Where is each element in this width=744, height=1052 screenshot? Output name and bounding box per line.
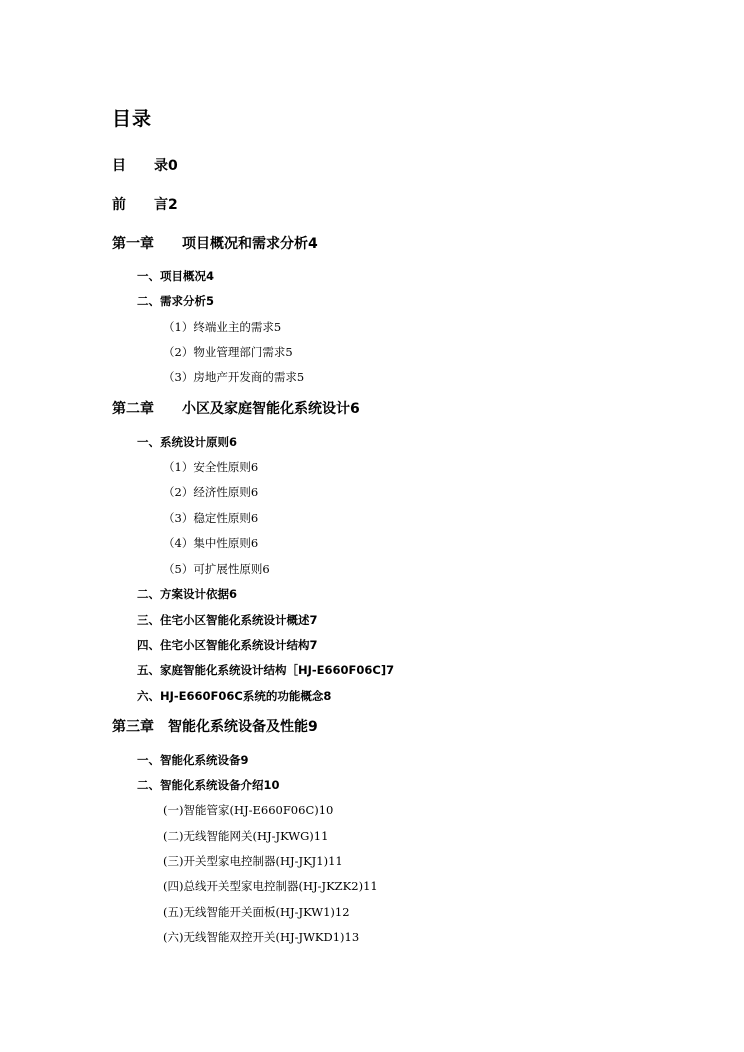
toc-entry-item[interactable]: (五)无线智能开关面板(HJ-JKW1)12: [163, 905, 350, 919]
toc-entry-item[interactable]: (三)开关型家电控制器(HJ-JKJ1)11: [163, 854, 343, 868]
toc-entry-section[interactable]: 六、HJ-E660F06C系统的功能概念8: [137, 689, 332, 703]
toc-entry-item[interactable]: (六)无线智能双控开关(HJ-JWKD1)13: [163, 930, 360, 944]
toc-entry-section[interactable]: 二、智能化系统设备介绍10: [137, 778, 280, 792]
toc-entry-item[interactable]: （2）物业管理部门需求5: [163, 345, 293, 359]
toc-title: 目录: [112, 108, 153, 130]
toc-entry-chapter-3[interactable]: 第三章 智能化系统设备及性能9: [112, 719, 318, 735]
toc-entry-item[interactable]: （1）终端业主的需求5: [163, 320, 282, 334]
toc-entry-item[interactable]: （3）稳定性原则6: [163, 511, 259, 525]
toc-entry-preface[interactable]: 前 言2: [112, 197, 178, 213]
toc-entry-item[interactable]: （3）房地产开发商的需求5: [163, 370, 305, 384]
toc-entry-section[interactable]: 四、住宅小区智能化系统设计结构7: [137, 638, 318, 652]
toc-entry-chapter-1[interactable]: 第一章 项目概况和需求分析4: [112, 236, 318, 252]
toc-entry-contents[interactable]: 目 录0: [112, 158, 178, 174]
toc-entry-section[interactable]: 一、系统设计原则6: [137, 435, 238, 449]
toc-entry-item[interactable]: (二)无线智能网关(HJ-JKWG)11: [163, 829, 329, 843]
toc-entry-section[interactable]: 一、项目概况4: [137, 269, 215, 283]
toc-entry-chapter-2[interactable]: 第二章 小区及家庭智能化系统设计6: [112, 401, 360, 417]
toc-entry-section[interactable]: 二、方案设计依据6: [137, 587, 238, 601]
toc-entry-section[interactable]: 二、需求分析5: [137, 294, 215, 308]
toc-entry-item[interactable]: （1）安全性原则6: [163, 460, 259, 474]
toc-entry-item[interactable]: (一)智能管家(HJ-E660F06C)10: [163, 803, 334, 817]
toc-entry-section[interactable]: 三、住宅小区智能化系统设计概述7: [137, 613, 318, 627]
toc-entry-item[interactable]: （4）集中性原则6: [163, 536, 259, 550]
toc-entry-section[interactable]: 五、家庭智能化系统设计结构［HJ-E660F06C]7: [137, 663, 395, 677]
toc-entry-section[interactable]: 一、智能化系统设备9: [137, 753, 249, 767]
toc-entry-item[interactable]: (四)总线开关型家电控制器(HJ-JKZK2)11: [163, 879, 378, 893]
toc-entry-item[interactable]: （2）经济性原则6: [163, 485, 259, 499]
toc-entry-item[interactable]: （5）可扩展性原则6: [163, 562, 270, 576]
